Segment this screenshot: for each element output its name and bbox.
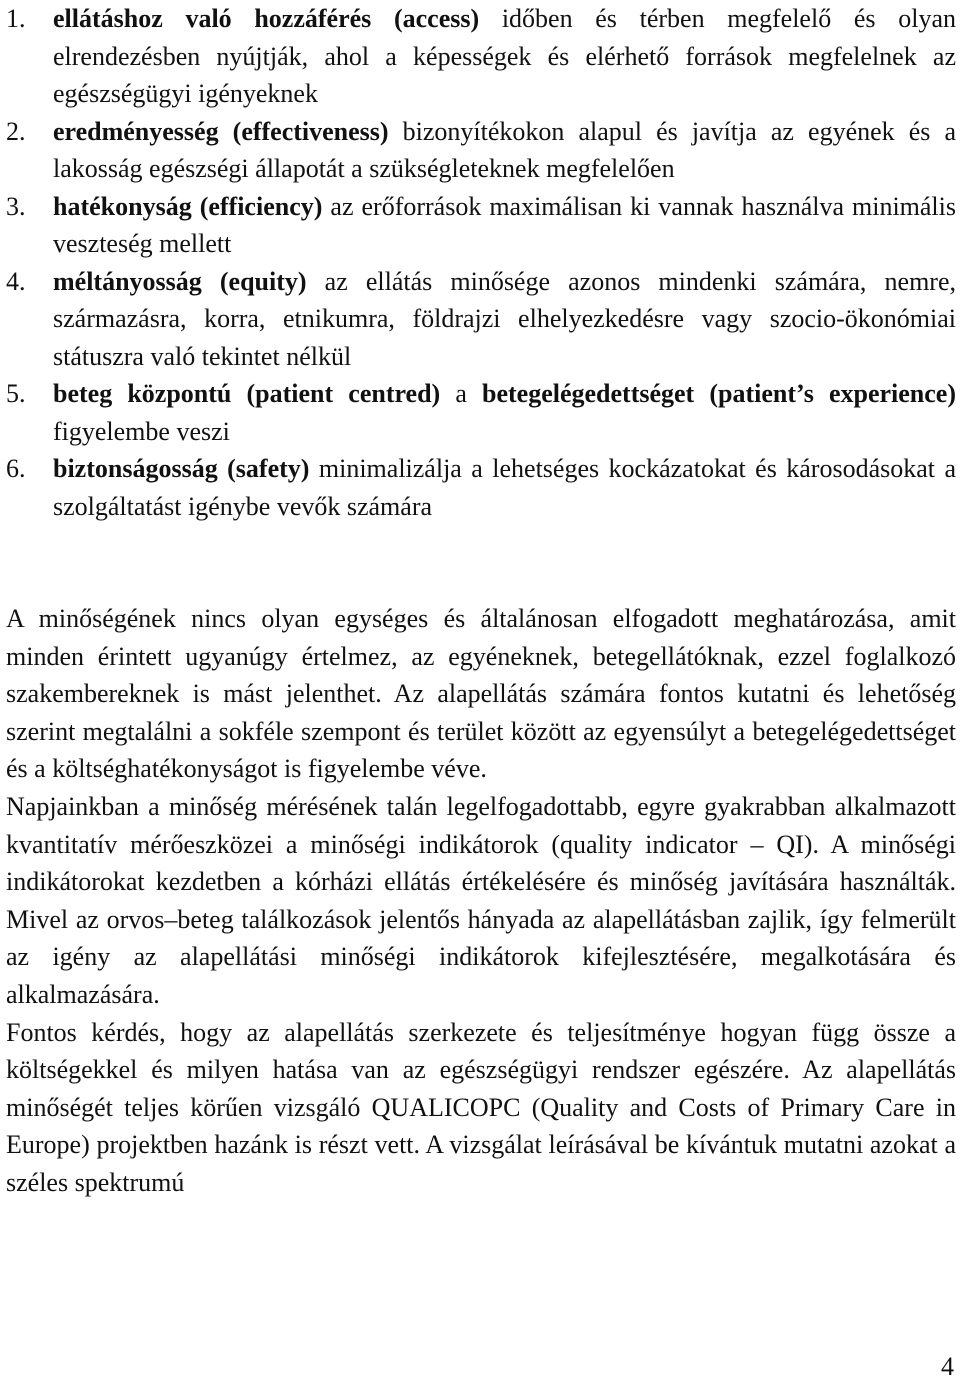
list-item-number: 3. <box>6 191 26 221</box>
criterion-term: hatékonyság (efficiency) <box>53 191 323 221</box>
list-item-number: 5. <box>6 379 26 408</box>
list-item <box>6 0 956 113</box>
criterion-description: időben és térben megfelelő és olyan elrendezésben nyújtják, ahol a képességek és elérhető források megfelelnek az egészségügyi igényeknek <box>53 4 956 108</box>
criterion-term: biztonságosság (safety) <box>53 454 310 483</box>
paragraph: Napjainkban a minőség mérésének talán legelfogadottabb, egyre gyakrabban alkalmazott kvantitatív mérőeszközei a minőségi indikátorok (quality indicator – QI). A minőségi indikátorokat kezdetben a kórházi ellátás értékelésére és minőség javítására használták. Mivel az orvos–beteg találkozások jelentős hányada az alapellátásban zajlik, így felmerült az igény az alapellátási minőségi indikátorok kifejlesztésére, megalkotására és alkalmazására. <box>6 791 956 1009</box>
criterion-connector: a <box>440 379 482 408</box>
criterion-description: minimalizálja a lehetséges kockázatokat és károsodásokat a szolgáltatást igénybe vevők számára <box>53 454 956 521</box>
document-page <box>6 0 956 1197</box>
list-item <box>6 188 956 263</box>
list-item-number: 1. <box>6 4 26 33</box>
criterion-description: bizonyítékokon alapul és javítja az egyének és a lakosság egészségi állapotát a szükségleteknek megfelelően <box>53 116 956 183</box>
criterion-description: figyelembe veszi <box>53 416 230 446</box>
criterion-term: ellátáshoz való hozzáférés (access) <box>53 4 480 33</box>
criterion-description: az ellátás minősége azonos mindenki számára, nemre, származásra, korra, etnikumra, földrajzi elhelyezkedésre vagy szocio-ökonómiai státuszra való tekintet nélkül <box>53 266 956 371</box>
list-item <box>6 263 956 376</box>
list-item <box>6 113 956 188</box>
criterion-term: méltányosság (equity) <box>53 266 307 296</box>
list-item-number: 4. <box>6 266 26 296</box>
paragraph: A minőségének nincs olyan egységes és általánosan elfogadott meghatározása, amit minden érintett ugyanúgy értelmez, az egyéneknek, betegellátóknak, ezzel foglalkozó szakembereknek is mást jelenthet. Az alapellátás számára fontos kutatni és lehetőség szerint megtalálni a sokféle szempont és terület között az egyensúlyt a betegelégedettséget és a költséghatékonyságot is figyelembe véve. <box>6 604 956 784</box>
criterion-term: eredményesség (effectiveness) <box>53 116 389 146</box>
paragraph: Fontos kérdés, hogy az alapellátás szerkezete és teljesítménye hogyan függ össze a költségekkel és milyen hatása van az egészségügyi rendszer egészére. Az alapellátás minőségét teljes körűen vizsgáló QUALICOPC (Quality and Costs of Primary Care in Europe) projektben hazánk is részt vett. A vizsgálat leírásával be kívántuk mutatni azokat a széles spektrumú <box>6 1017 956 1197</box>
list-item <box>6 450 956 525</box>
criterion-term-secondary: betegelégedettséget (patient’s experience) <box>482 379 956 408</box>
list-item-number: 6. <box>6 454 26 483</box>
list-item-number: 2. <box>6 116 26 146</box>
criterion-term: beteg központú (patient centred) <box>53 379 441 408</box>
page-number: 4 <box>941 1352 954 1381</box>
criterion-description: az erőforrások maximálisan ki vannak használva minimális veszteség mellett <box>53 191 956 258</box>
list-item <box>6 375 956 450</box>
body-text <box>6 600 956 1202</box>
quality-criteria-list <box>6 0 956 525</box>
